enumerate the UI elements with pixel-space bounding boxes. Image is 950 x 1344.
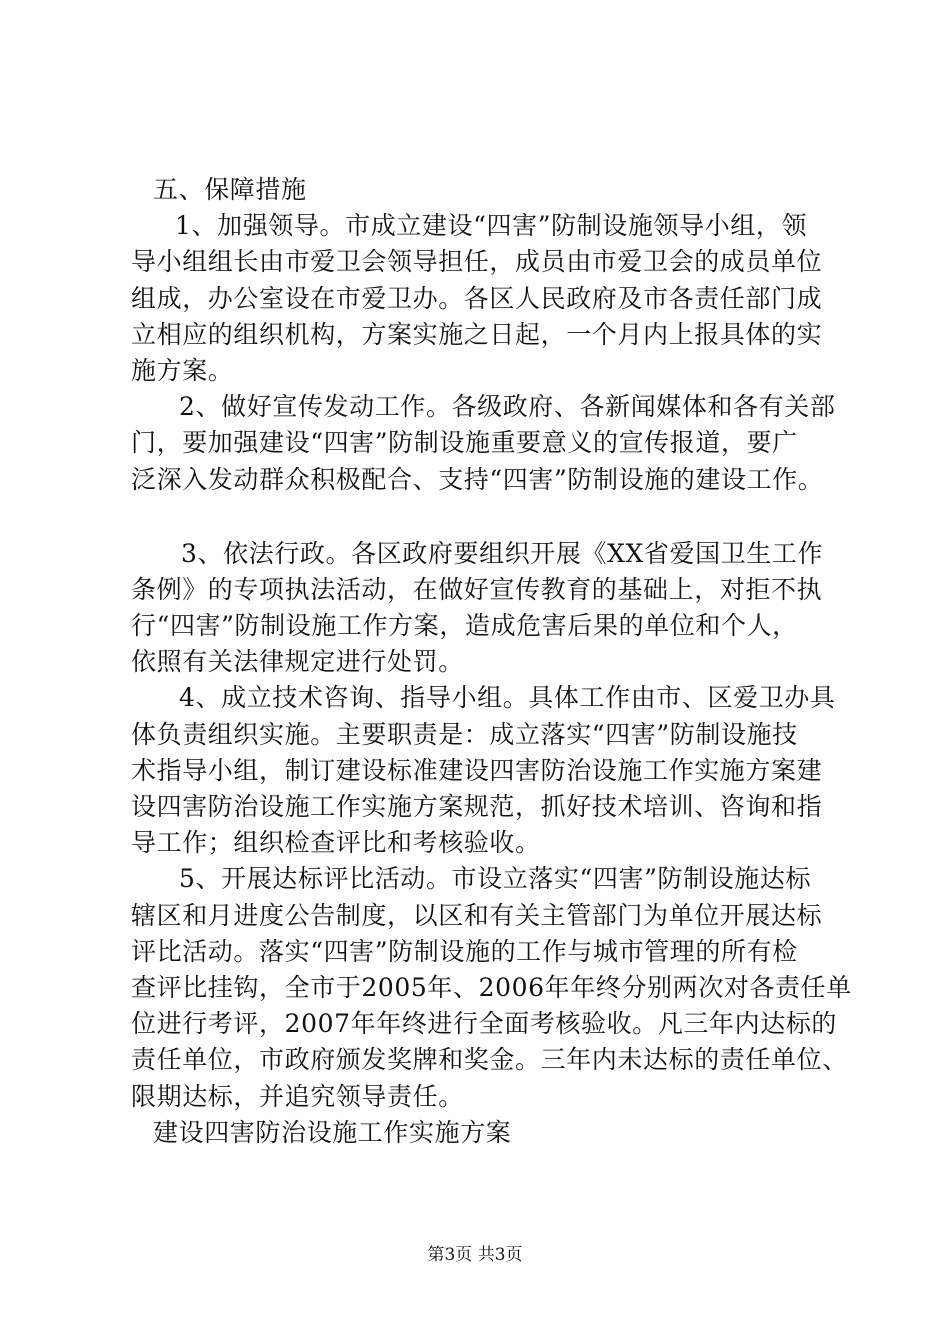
paragraph-line: 施方案。 — [131, 355, 234, 385]
paragraph-line: 行“四害”防制设施工作方案，造成危害后果的单位和个人， — [131, 611, 798, 641]
paragraph-list — [131, 208, 851, 1115]
paragraph — [131, 389, 851, 498]
paragraph-line: 3、依法行政。各区政府要组织开展《XX省爱国卫生工作 — [181, 538, 824, 568]
paragraph-line: 设四害防治设施工作实施方案规范，抓好技术培训、咨询和指 — [131, 792, 823, 821]
section-heading: 五、保障措施 — [153, 175, 307, 204]
paragraph-line: 辖区和月进度公告制度，以区和有关主管部门为单位开展达标 — [131, 900, 823, 930]
paragraph-line: 立相应的组织机构，方案实施之日起，一个月内上报具体的实 — [131, 319, 823, 349]
paragraph — [131, 861, 851, 1114]
paragraph-line: 查评比挂钩，全市于2005年、2006年年终分别两次对各责任单 — [131, 972, 852, 1002]
paragraph — [131, 680, 851, 861]
paragraph-line: 组成，办公室设在市爱卫办。各区人民政府及市各责任部门成 — [131, 283, 823, 313]
paragraph — [131, 536, 851, 681]
paragraph-line: 责任单位，市政府颁发奖牌和奖金。三年内未达标的责任单位、 — [131, 1045, 848, 1075]
paragraph-line: 依照有关法律规定进行处罚。 — [131, 647, 464, 677]
page-footer: 第3页 共3页 — [427, 1245, 523, 1265]
paragraph-line: 2、做好宣传发动工作。各级政府、各新闻媒体和各有关部 — [179, 392, 836, 422]
paragraph-line: 1、加强领导。市成立建设“四害”防制设施领导小组，领 — [175, 211, 808, 241]
document-body — [131, 172, 851, 1151]
paragraph-line: 4、成立技术咨询、指导小组。具体工作由市、区爱卫办具 — [179, 683, 836, 713]
paragraph-line: 泛深入发动群众积极配合、支持“四害”防制设施的建设工作。 — [131, 464, 824, 494]
paragraph-line: 导工作；组织检查评比和考核验收。 — [131, 828, 541, 858]
paragraph-line: 门，要加强建设“四害”防制设施重要意义的宣传报道，要广 — [131, 428, 798, 458]
paragraph-line: 评比活动。落实“四害”防制设施的工作与城市管理的所有检 — [131, 936, 798, 966]
paragraph-line: 体负责组织实施。主要职责是：成立落实“四害”防制设施技 — [131, 719, 798, 749]
paragraph-line: 导小组组长由市爱卫会领导担任，成员由市爱卫会的成员单位 — [131, 247, 823, 277]
paragraph-line: 限期达标，并追究领导责任。 — [131, 1081, 464, 1111]
paragraph-line: 条例》的专项执法活动，在做好宣传教育的基础上，对拒不执 — [131, 574, 823, 604]
paragraph — [131, 208, 851, 389]
paragraph-line: 位进行考评，2007年年终进行全面考核验收。凡三年内达标的 — [131, 1009, 838, 1039]
paragraph-line: 术指导小组，制订建设标准建设四害防治设施工作实施方案建 — [131, 755, 823, 785]
paragraph-line: 5、开展达标评比活动。市设立落实“四害”防制设施达标 — [179, 864, 812, 894]
closing-title: 建设四害防治设施工作实施方案 — [153, 1117, 512, 1147]
paragraph-gap — [131, 498, 851, 536]
